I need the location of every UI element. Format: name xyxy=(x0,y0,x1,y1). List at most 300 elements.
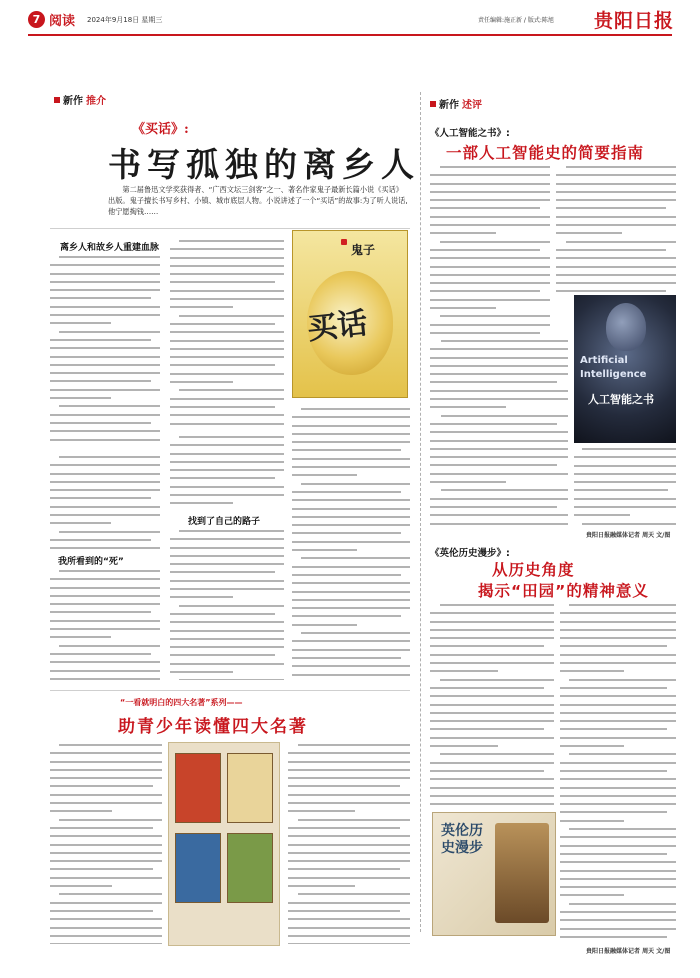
text-line xyxy=(560,637,676,639)
text-line xyxy=(430,621,554,623)
byline: 贵阳日报融媒体记者 周天 文/图 xyxy=(586,532,671,539)
body-text-block xyxy=(170,436,284,508)
text-line xyxy=(430,398,568,400)
text-line xyxy=(170,298,284,300)
text-line xyxy=(574,473,676,475)
four-classics-books-image xyxy=(168,742,280,946)
text-line xyxy=(430,770,544,772)
square-bullet-icon xyxy=(430,101,436,107)
text-line xyxy=(50,910,153,912)
text-line xyxy=(288,852,410,854)
text-line xyxy=(430,456,568,458)
text-line xyxy=(288,868,400,870)
text-line xyxy=(298,893,410,895)
series-kicker: “一看就明白的四大名著”系列—— xyxy=(120,698,243,707)
text-line xyxy=(50,397,111,399)
text-line xyxy=(288,877,410,879)
text-line xyxy=(288,769,410,771)
text-line xyxy=(59,744,162,746)
text-line xyxy=(50,289,160,291)
text-line xyxy=(301,483,410,485)
text-line xyxy=(288,794,410,796)
text-line xyxy=(430,216,550,218)
body-text-block xyxy=(430,604,554,806)
text-line xyxy=(50,918,162,920)
text-line xyxy=(298,819,410,821)
text-line xyxy=(170,555,284,557)
body-text-block xyxy=(430,340,568,528)
text-line xyxy=(50,281,160,283)
text-line xyxy=(292,466,410,468)
text-line xyxy=(170,257,284,259)
text-line xyxy=(569,604,676,606)
subhead-2: 我所看到的“死” xyxy=(58,557,124,567)
text-line xyxy=(560,845,676,847)
text-line xyxy=(556,216,676,218)
text-line xyxy=(574,506,676,508)
text-line xyxy=(560,861,676,863)
byline: 贵阳日报融媒体记者 周天 文/图 xyxy=(586,948,671,955)
text-line xyxy=(50,473,160,475)
text-line xyxy=(430,473,568,475)
text-line xyxy=(50,752,162,754)
body-text-block xyxy=(50,570,160,680)
text-line xyxy=(288,943,410,944)
text-line xyxy=(430,795,554,797)
text-line xyxy=(50,935,162,937)
text-line xyxy=(292,624,357,626)
text-line xyxy=(50,522,111,524)
book-icon xyxy=(175,753,221,823)
text-line xyxy=(301,632,410,634)
text-line xyxy=(441,415,568,417)
text-line xyxy=(50,464,160,466)
text-line xyxy=(59,456,160,458)
book-icon xyxy=(227,833,273,903)
text-line xyxy=(430,612,554,614)
text-line xyxy=(59,405,160,407)
text-line xyxy=(50,389,160,391)
issue-date: 2024年9月18日 星期三 xyxy=(87,15,163,24)
text-line xyxy=(50,364,160,366)
subhead-1: 离乡人和故乡人重建血脉 xyxy=(60,243,160,253)
text-line xyxy=(50,827,153,829)
ai-book-cover-image xyxy=(574,295,676,443)
text-line xyxy=(170,621,284,623)
text-line xyxy=(298,744,410,746)
text-line xyxy=(288,785,400,787)
text-line xyxy=(430,803,554,805)
text-line xyxy=(292,615,401,617)
text-line xyxy=(292,591,410,593)
text-line xyxy=(170,323,275,325)
text-line xyxy=(566,241,676,243)
text-line xyxy=(560,770,667,772)
text-line xyxy=(170,331,284,333)
robot-face-icon xyxy=(606,303,646,351)
text-line xyxy=(170,596,233,598)
text-line xyxy=(569,828,676,830)
text-line xyxy=(430,390,568,392)
article-headline: 揭示“田园”的精神意义 xyxy=(478,582,649,600)
text-line xyxy=(574,456,676,458)
text-line xyxy=(430,704,554,706)
text-line xyxy=(430,645,544,647)
text-line xyxy=(50,547,160,549)
text-line xyxy=(288,885,355,887)
text-line xyxy=(430,431,568,433)
text-line xyxy=(430,523,568,525)
text-line xyxy=(50,852,162,854)
text-line xyxy=(430,720,554,722)
text-line xyxy=(560,778,676,780)
body-text-block xyxy=(50,456,160,550)
text-line xyxy=(170,306,233,308)
text-line xyxy=(556,207,666,209)
body-text-block xyxy=(574,448,676,528)
text-line xyxy=(430,448,568,450)
text-line xyxy=(50,877,162,879)
text-line xyxy=(560,928,676,930)
text-line xyxy=(569,753,676,755)
text-line xyxy=(440,679,554,681)
text-line xyxy=(292,433,410,435)
publisher-mark-icon xyxy=(341,239,347,245)
text-line xyxy=(170,414,284,416)
text-line xyxy=(430,778,554,780)
text-line xyxy=(170,671,233,673)
article-headline: 一部人工智能史的简要指南 xyxy=(446,144,645,162)
text-line xyxy=(560,712,676,714)
text-line xyxy=(170,273,284,275)
text-line xyxy=(560,654,676,656)
text-line xyxy=(560,820,624,822)
text-line xyxy=(292,574,401,576)
section-name: 阅读 xyxy=(49,14,76,29)
text-line xyxy=(170,398,284,400)
body-text-block xyxy=(50,256,160,446)
text-line xyxy=(560,878,676,880)
text-line xyxy=(179,679,284,680)
text-line xyxy=(50,769,162,771)
text-line xyxy=(288,844,410,846)
left-column-head xyxy=(54,92,106,107)
text-line xyxy=(430,266,550,268)
text-line xyxy=(50,306,160,308)
divider xyxy=(50,228,410,229)
text-line xyxy=(560,894,624,896)
text-line xyxy=(582,523,676,525)
text-line xyxy=(556,257,676,259)
text-line xyxy=(179,530,284,532)
text-line xyxy=(50,603,160,605)
text-line xyxy=(170,494,284,496)
text-line xyxy=(50,264,160,266)
text-line xyxy=(288,902,410,904)
text-line xyxy=(179,240,284,242)
text-line xyxy=(179,436,284,438)
text-line xyxy=(50,927,162,929)
editor-credits: 责任编辑:施正新 / 版式:陈旭 xyxy=(478,17,554,24)
text-line xyxy=(292,607,410,609)
text-line xyxy=(288,918,410,920)
text-line xyxy=(170,571,275,573)
text-line xyxy=(560,836,676,838)
text-line xyxy=(441,340,568,342)
text-line xyxy=(430,207,540,209)
text-line xyxy=(170,547,284,549)
text-line xyxy=(292,582,410,584)
text-line xyxy=(430,423,557,425)
text-line xyxy=(288,835,410,837)
text-line xyxy=(170,461,284,463)
text-line xyxy=(50,297,151,299)
text-line xyxy=(292,649,410,651)
text-line xyxy=(288,810,355,812)
text-line xyxy=(50,506,160,508)
newspaper-masthead: 贵阳日报 xyxy=(594,10,675,32)
text-line xyxy=(430,290,540,292)
text-line xyxy=(50,514,160,516)
text-line xyxy=(170,538,284,540)
text-line xyxy=(288,777,410,779)
text-line xyxy=(440,604,554,606)
book-title: 买话 xyxy=(305,305,370,348)
text-line xyxy=(569,679,676,681)
text-line xyxy=(430,506,557,508)
text-line xyxy=(170,563,284,565)
page-header xyxy=(0,0,700,40)
text-line xyxy=(170,373,284,375)
text-line xyxy=(560,662,676,664)
article-kicker: 《买话》: xyxy=(132,122,189,137)
text-line xyxy=(430,498,568,500)
page-number-badge: 7 xyxy=(28,11,45,28)
text-line xyxy=(430,762,554,764)
text-line xyxy=(560,936,667,938)
text-line xyxy=(292,599,410,601)
body-text-block xyxy=(430,166,550,336)
right-column-head xyxy=(430,96,482,111)
text-line xyxy=(292,657,401,659)
text-line xyxy=(430,637,554,639)
book-icon xyxy=(175,833,221,903)
text-line xyxy=(430,257,550,259)
cover-title: 人工智能之书 xyxy=(588,393,654,406)
body-text-block xyxy=(170,530,284,680)
text-line xyxy=(50,943,162,944)
text-line xyxy=(560,704,676,706)
text-line xyxy=(292,449,401,451)
text-line xyxy=(170,281,275,283)
text-line xyxy=(50,587,160,589)
text-line xyxy=(179,389,284,391)
text-line xyxy=(430,712,554,714)
text-line xyxy=(50,322,111,324)
text-line xyxy=(59,531,160,533)
text-line xyxy=(582,448,676,450)
text-line xyxy=(301,557,410,559)
column-label: 述评 xyxy=(462,100,482,111)
text-line xyxy=(50,860,162,862)
column-label-prefix: 新作 xyxy=(439,100,459,111)
text-line xyxy=(556,191,676,193)
text-line xyxy=(430,464,557,466)
text-line xyxy=(430,670,498,672)
body-text-block xyxy=(292,408,410,680)
text-line xyxy=(170,646,284,648)
text-line xyxy=(288,935,410,937)
text-line xyxy=(50,810,112,812)
text-line xyxy=(50,497,151,499)
text-line xyxy=(292,458,410,460)
text-line xyxy=(288,802,410,804)
text-line xyxy=(430,481,506,483)
text-line xyxy=(430,695,554,697)
text-line xyxy=(288,860,410,862)
text-line xyxy=(288,761,410,763)
text-line xyxy=(170,469,284,471)
text-line xyxy=(292,508,410,510)
text-line xyxy=(430,332,540,334)
text-line xyxy=(430,373,568,375)
text-line xyxy=(292,566,410,568)
text-line xyxy=(556,174,676,176)
article-headline: 从历史角度 xyxy=(492,561,575,579)
text-line xyxy=(560,728,667,730)
text-line xyxy=(170,486,284,488)
text-line xyxy=(430,654,554,656)
text-line xyxy=(440,241,550,243)
text-line xyxy=(560,919,676,921)
text-line xyxy=(50,678,160,680)
text-line xyxy=(50,273,160,275)
text-line xyxy=(430,662,554,664)
text-line xyxy=(430,440,568,442)
text-line xyxy=(50,539,151,541)
text-line xyxy=(292,549,357,551)
text-line xyxy=(50,761,162,763)
text-line xyxy=(560,911,676,913)
text-line xyxy=(560,645,667,647)
text-line xyxy=(170,663,284,665)
text-line xyxy=(430,514,568,516)
text-line xyxy=(170,340,284,342)
text-line xyxy=(556,266,676,268)
text-line xyxy=(430,232,496,234)
text-line xyxy=(170,613,275,615)
text-line xyxy=(430,299,550,301)
text-line xyxy=(170,588,284,590)
text-line xyxy=(50,653,151,655)
text-line xyxy=(560,687,667,689)
book-icon xyxy=(227,753,273,823)
text-line xyxy=(59,893,162,895)
header-rule xyxy=(28,34,672,36)
text-line xyxy=(50,868,153,870)
text-line xyxy=(50,794,162,796)
text-line xyxy=(430,199,550,201)
text-line xyxy=(50,902,162,904)
text-line xyxy=(50,835,162,837)
column-label: 推介 xyxy=(86,96,106,107)
text-line xyxy=(560,811,667,813)
text-line xyxy=(560,621,676,623)
text-line xyxy=(430,745,498,747)
text-line xyxy=(560,803,676,805)
text-line xyxy=(560,853,667,855)
text-line xyxy=(560,886,676,888)
text-line xyxy=(556,232,622,234)
body-text-block xyxy=(560,604,676,944)
text-line xyxy=(430,406,506,408)
text-line xyxy=(292,665,410,667)
text-line xyxy=(288,910,400,912)
text-line xyxy=(50,439,160,441)
text-line xyxy=(50,481,160,483)
text-line xyxy=(170,654,275,656)
text-line xyxy=(292,416,410,418)
text-line xyxy=(430,787,554,789)
text-line xyxy=(50,670,160,672)
text-line xyxy=(50,422,151,424)
text-line xyxy=(50,595,160,597)
square-bullet-icon xyxy=(54,97,60,103)
text-line xyxy=(50,414,160,416)
text-line xyxy=(430,183,550,185)
text-line xyxy=(170,348,284,350)
text-line xyxy=(59,331,160,333)
text-line xyxy=(440,166,550,168)
text-line xyxy=(59,256,160,258)
article-headline: 书写孤独的离乡人 xyxy=(108,145,420,184)
text-line xyxy=(50,628,160,630)
text-line xyxy=(59,819,162,821)
text-line xyxy=(170,356,284,358)
section-label xyxy=(28,10,162,29)
text-line xyxy=(560,720,676,722)
text-line xyxy=(50,489,160,491)
text-line xyxy=(50,777,162,779)
text-line xyxy=(430,191,550,193)
subhead-3: 找到了自己的路子 xyxy=(188,517,261,527)
book-cover-image xyxy=(292,230,408,398)
column-divider xyxy=(420,92,421,932)
text-line xyxy=(292,491,401,493)
text-line xyxy=(430,249,540,251)
text-line xyxy=(50,578,160,580)
body-text-block xyxy=(556,166,676,292)
text-line xyxy=(430,274,550,276)
text-line xyxy=(170,453,284,455)
text-line xyxy=(560,629,676,631)
body-text-block xyxy=(288,744,410,944)
text-line xyxy=(441,489,568,491)
text-line xyxy=(556,249,666,251)
text-line xyxy=(288,827,400,829)
text-line xyxy=(50,885,112,887)
text-line xyxy=(430,629,554,631)
cover-art xyxy=(495,823,549,923)
text-line xyxy=(292,674,410,676)
text-line xyxy=(179,605,284,607)
text-line xyxy=(430,728,544,730)
text-line xyxy=(170,444,284,446)
text-line xyxy=(50,314,160,316)
text-line xyxy=(440,753,554,755)
divider xyxy=(50,690,410,691)
text-line xyxy=(574,465,676,467)
